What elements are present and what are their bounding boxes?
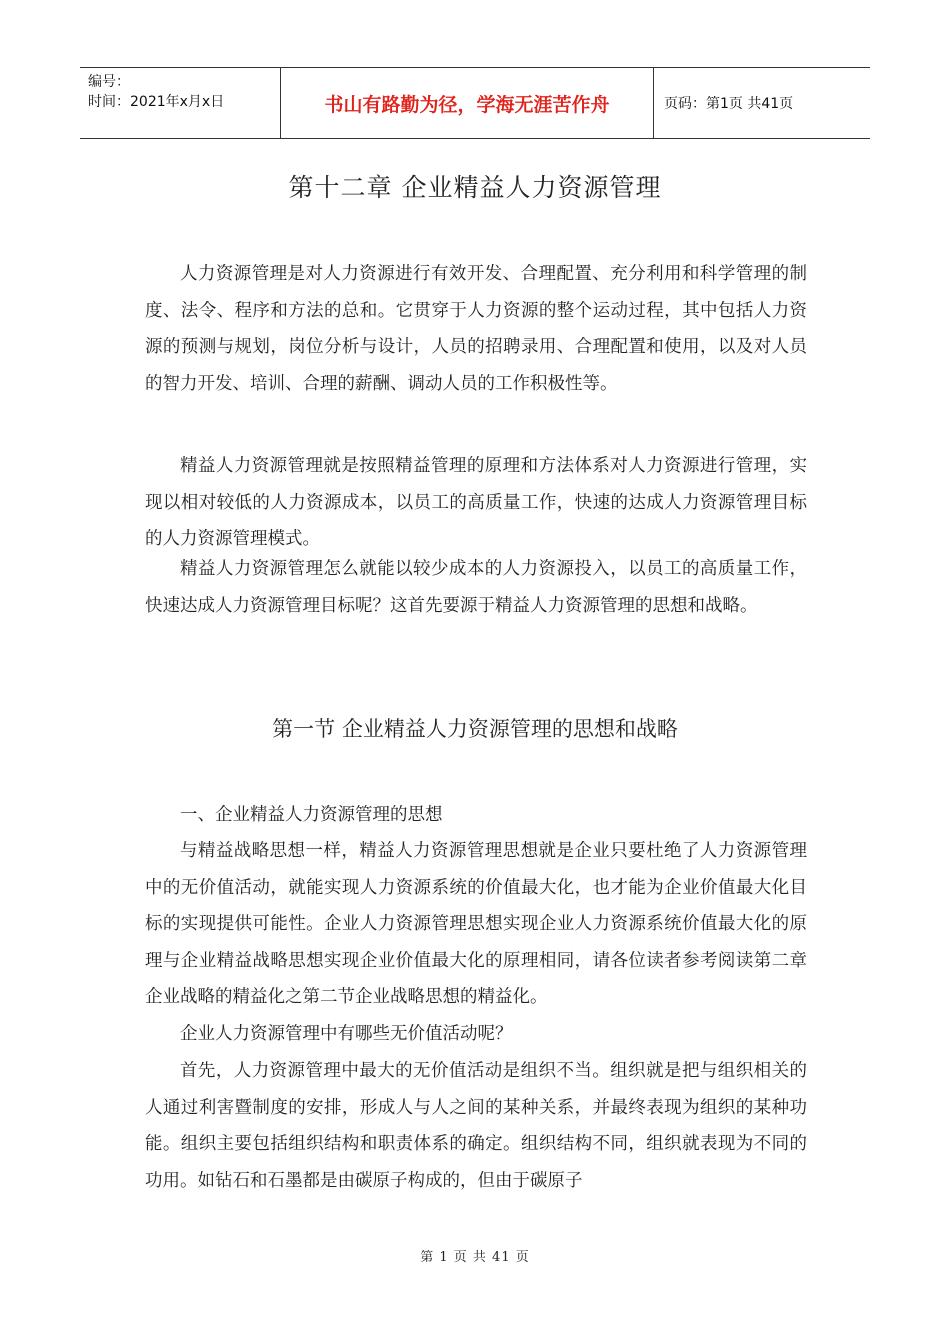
paragraph: 精益人力资源管理怎么就能以较少成本的人力资源投入，以员工的高质量工作，快速达成人力资源管理目标呢？这首先要源于精益人力资源管理的思想和战略。 <box>145 559 807 616</box>
page-footer: 第 1 页 共 41 页 <box>420 1250 530 1265</box>
section-title: 第一节 企业精益人力资源管理的思想和战略 <box>272 717 678 741</box>
date-label: 时间：2021年x月x日 <box>88 94 225 110</box>
section-paragraph-2 <box>145 1016 807 1053</box>
subheading: 一、企业精益人力资源管理的思想 <box>180 805 443 825</box>
section-paragraph-1 <box>145 833 807 1016</box>
intro-paragraph-2 <box>145 448 807 558</box>
header-motto-cell <box>281 68 654 138</box>
paragraph: 与精益战略思想一样，精益人力资源管理思想就是企业只要杜绝了人力资源管理中的无价值活动，就能实现人力资源系统的价值最大化，也才能为企业价值最大化目标的实现提供可能性。企业人力资源管理思想实现企业人力资源系统价值最大化的原理与企业精益战略思想实现企业价值最大化的原理相同，请各位读者参考阅读第二章企业战略的精益化之第二节企业战略思想的精益化。 <box>145 841 807 1008</box>
number-label: 编号： <box>88 74 130 90</box>
intro-paragraph-1 <box>145 256 807 402</box>
chapter-title: 第十二章 企业精益人力资源管理 <box>288 173 662 202</box>
header-page-cell <box>654 68 870 138</box>
paragraph: 企业人力资源管理中有哪些无价值活动呢？ <box>180 1024 513 1044</box>
paragraph: 人力资源管理是对人力资源进行有效开发、合理配置、充分利用和科学管理的制度、法令、程序和方法的总和。它贯穿于人力资源的整个运动过程，其中包括人力资源的预测与规划，岗位分析与设计，人员的招聘录用、合理配置和使用，以及对人员的智力开发、培训、合理的薪酬、调动人员的工作积极性等。 <box>145 264 807 394</box>
motto-text: 书山有路勤为径，学海无涯苦作舟 <box>324 93 610 116</box>
section-paragraph-3 <box>145 1053 807 1199</box>
intro-paragraph-3 <box>145 551 807 624</box>
header-meta-cell <box>80 68 281 138</box>
document-header <box>80 67 870 139</box>
paragraph: 精益人力资源管理就是按照精益管理的原理和方法体系对人力资源进行管理，实现以相对较低的人力资源成本，以员工的高质量工作，快速的达成人力资源管理目标的人力资源管理模式。 <box>145 456 807 550</box>
paragraph: 首先，人力资源管理中最大的无价值活动是组织不当。组织就是把与组织相关的人通过利害暨制度的安排，形成人与人之间的某种关系，并最终表现为组织的某种功能。组织主要包括组织结构和职责体系的确定。组织结构不同，组织就表现为不同的功用。如钻石和石墨都是由碳原子构成的，但由于碳原子 <box>145 1061 807 1191</box>
page-info: 页码：第1页 共41页 <box>664 96 794 112</box>
